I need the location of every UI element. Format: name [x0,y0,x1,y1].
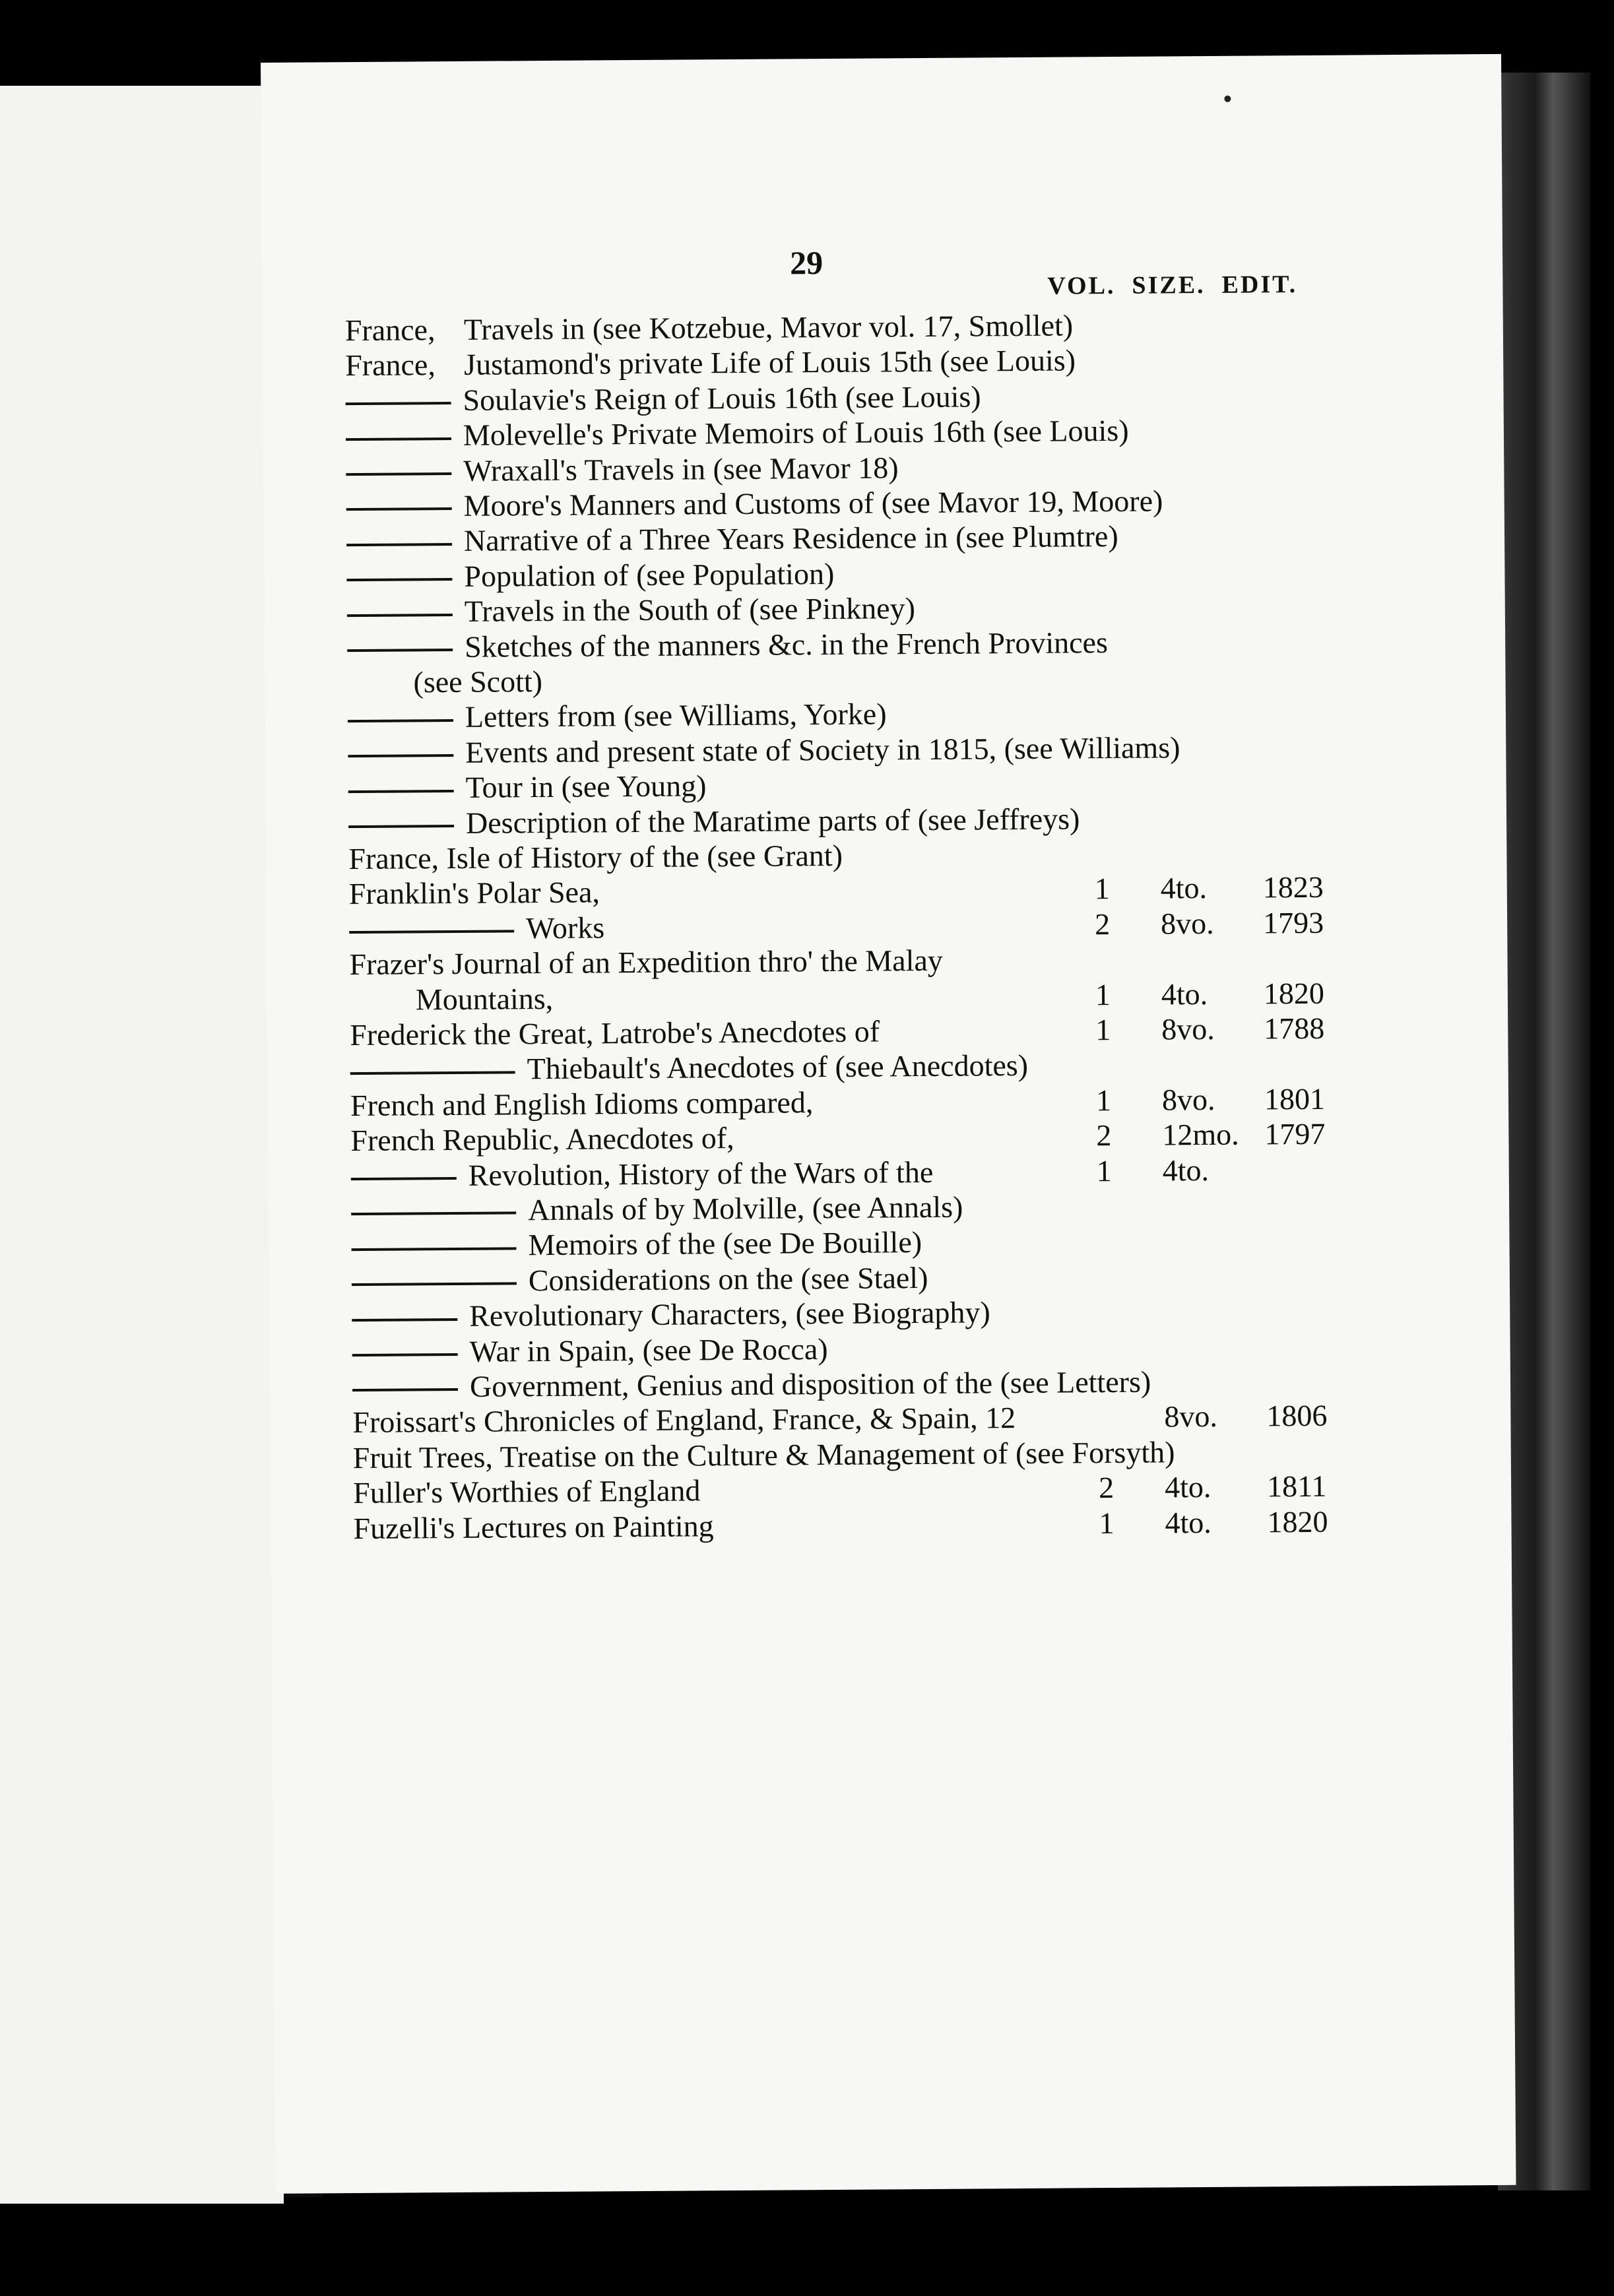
entry-text: Frederick the Great, Latrobe's Anecdotes of [350,1014,880,1052]
index-entry [348,768,706,806]
entry-heading: France, [344,313,436,348]
entry-text: War in Spain, (see De Rocca) [469,1331,828,1368]
ink-speck [1224,96,1231,102]
entry-size: 4to. [1165,1505,1211,1540]
ditto-rule [351,1177,457,1180]
entry-size: 8vo. [1160,906,1214,941]
ditto-rule [348,790,454,793]
entry-text: Frazer's Journal of an Expedition thro' the Malay [349,943,943,982]
column-header: VOL. SIZE. EDIT. [1047,271,1298,300]
index-entry [350,1013,880,1053]
entry-edit: 1797 [1264,1116,1326,1151]
index-entry [348,730,1180,771]
entry-edit: 1811 [1266,1469,1327,1504]
entry-edit: 1793 [1262,905,1324,940]
entry-text: Works [525,910,605,945]
entry-text: Justamond's private Life of Louis 15th (see Louis) [464,343,1076,382]
entry-text: French and English Idioms compared, [350,1085,814,1122]
entry-size: 4to. [1164,1470,1211,1504]
entry-text: Fruit Trees, Treatise on the Culture & Management of (see Forsyth) [352,1435,1175,1475]
entry-text: Molevelle's Private Memoirs of Louis 16th (see Louis) [463,414,1129,453]
entry-edit: 1788 [1264,1011,1325,1046]
ditto-rule [346,472,451,476]
entry-size: 12mo. [1162,1117,1239,1152]
ditto-rule [349,930,514,934]
entry-heading: France, [345,348,436,383]
entry-edit: 1806 [1266,1399,1328,1433]
index-entry [351,1155,934,1194]
entry-size: 8vo. [1164,1399,1218,1434]
index-entry [350,981,554,1018]
entry-text: French Republic, Anecdotes of, [350,1121,734,1158]
index-entry [345,307,1074,348]
ditto-rule [352,1318,457,1322]
index-entry [353,1473,701,1512]
ditto-rule [346,437,451,441]
entry-text: Franklin's Polar Sea, [348,875,600,911]
index-entry [350,1048,1028,1088]
entry-text: Events and present state of Society in 1815, (see Williams) [465,730,1180,769]
entry-vol: 2 [1098,1471,1114,1505]
entry-text: Description of the Maratime parts of (see Jeffreys) [465,801,1080,840]
ditto-rule [346,543,452,546]
entry-text: Memoirs of the (see De Bouille) [528,1225,922,1262]
index-entry [345,379,981,419]
ditto-rule [351,1212,516,1216]
left-page [0,86,284,2204]
index-entry [350,1120,734,1159]
ditto-rule [352,1388,458,1391]
index-entry [347,625,1108,666]
entry-text: Froissart's Chronicles of England, France, & Spain, 12 [352,1401,1016,1440]
index-entry [352,1260,928,1300]
entry-text: Tour in (see Young) [465,769,707,805]
entry-text: Narrative of a Three Years Residence in (see Plumtre) [463,519,1118,558]
entry-text: Government, Genius and disposition of the (see Letters) [469,1364,1151,1403]
ditto-rule [348,825,454,828]
entry-text: Annals of by Molville, (see Annals) [527,1190,963,1227]
index-entry [351,1225,922,1264]
entry-size: 4to. [1160,871,1208,905]
ditto-rule [348,719,453,722]
entry-text: Revolutionary Characters, (see Biography) [469,1295,990,1333]
entry-edit: 1823 [1262,870,1324,905]
index-entry [346,556,834,595]
ditto-rule [346,578,452,581]
index-entry [351,1190,963,1229]
entry-vol: 1 [1095,977,1111,1011]
index-entry [348,838,843,877]
entry-edit: 1820 [1263,976,1325,1011]
entry-size: 4to. [1161,976,1208,1011]
entry-vol: 1 [1096,1153,1112,1188]
entry-vol: 1 [1099,1506,1114,1540]
index-entry [350,1085,814,1124]
index-entry [352,1331,827,1370]
page-number: 29 [789,244,823,282]
index-entry [352,1364,1151,1405]
index-entry [347,590,915,630]
entry-edit: 1801 [1264,1081,1326,1116]
index-entry [348,697,887,736]
entry-text: (see Scott) [413,664,543,699]
ditto-rule [352,1283,517,1287]
index-entry [352,1400,1016,1440]
entry-text: Wraxall's Travels in (see Mavor 18) [463,450,899,488]
index-entry [349,875,600,912]
ditto-rule [352,1353,458,1356]
entry-vol: 1 [1095,1083,1112,1117]
entry-text: Moore's Manners and Customs of (see Mavor 19, Moore) [463,484,1163,523]
index-entry [353,1434,1175,1476]
index-entry [353,1508,714,1547]
index-entry [346,519,1118,559]
entry-text: Population of (see Population) [464,556,835,593]
index-entry [348,801,1080,842]
index-entry [349,910,604,947]
entry-text: Travels in the South of (see Pinkney) [464,591,916,629]
entry-size: 4to. [1162,1153,1210,1188]
ditto-rule [347,614,453,617]
ditto-rule [350,1071,515,1075]
entry-edit: 1820 [1267,1504,1328,1539]
index-entry [346,413,1129,454]
ditto-rule [346,507,452,511]
entry-text: Letters from (see Williams, Yorke) [465,697,887,734]
entry-text: Soulavie's Reign of Louis 16th (see Louis) [463,379,981,417]
index-entry [346,483,1163,525]
entry-text: Revolution, History of the Wars of the [468,1155,934,1192]
entry-text: Mountains, [415,981,554,1016]
entry-text: Travels in (see Kotzebue, Mavor vol. 17, Smollet) [463,308,1074,346]
index-entry [347,664,542,701]
ditto-rule [347,649,453,652]
ditto-rule [346,402,451,405]
entry-vol: 1 [1094,872,1110,906]
index-entry [346,450,899,490]
entry-vol: 1 [1095,1013,1111,1047]
ditto-rule [348,754,453,757]
index-entry [345,343,1076,384]
entry-vol: 2 [1096,1118,1112,1153]
index-entry [352,1295,990,1335]
entry-vol: 2 [1094,907,1111,941]
entry-text: Considerations on the (see Stael) [528,1260,928,1298]
ditto-rule [352,1247,517,1251]
entry-size: 8vo. [1161,1011,1215,1046]
entry-text: Thiebault's Anecdotes of (see Anecdotes) [527,1048,1029,1086]
entry-text: Sketches of the manners &c. in the French Provinces [465,625,1109,664]
entry-text: France, Isle of History of the (see Grant) [348,838,843,876]
entry-size: 8vo. [1161,1082,1215,1117]
index-entry [349,943,943,982]
right-page [261,54,1516,2194]
entry-text: Fuzelli's Lectures on Painting [353,1508,714,1545]
entry-text: Fuller's Worthies of England [352,1473,701,1510]
